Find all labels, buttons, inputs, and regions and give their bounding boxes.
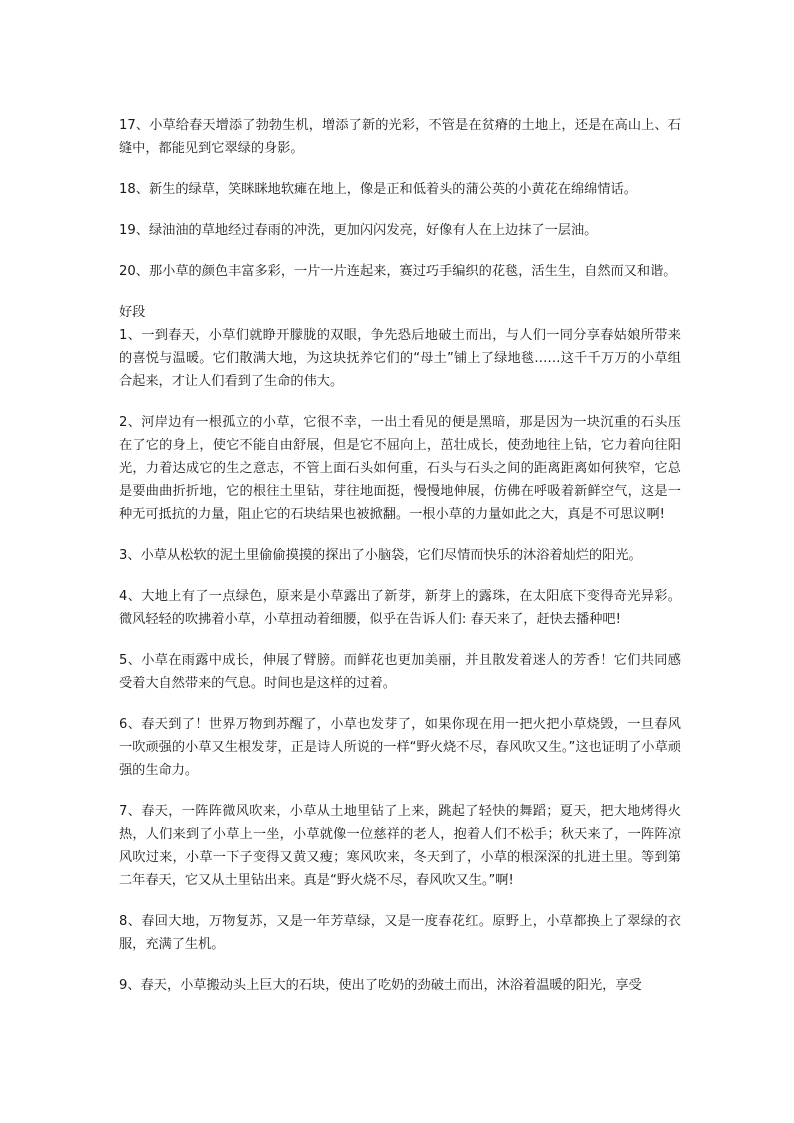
good-paragraph-9: 9、春天，小草搬动头上巨大的石块，使出了吃奶的劲破土而出，沐浴着温暖的阳光，享受 — [119, 978, 642, 993]
good-paragraph-4: 4、大地上有了一点绿色，原来是小草露出了新芽，新芽上的露珠，在太阳底下变得奇光异彩。微风轻轻的吹拂着小草，小草扭动着细腰，似乎在告诉人们: 春天来了，赶快去播种吧! — [119, 589, 681, 627]
section-heading: 好段 — [119, 305, 146, 320]
good-paragraph-3: 3、小草从松软的泥土里偷偷摸摸的探出了小脑袋，它们尽情而快乐的沐浴着灿烂的阳光。 — [119, 548, 642, 563]
paragraph-19: 19、绿油油的草地经过春雨的冲洗，更加闪闪发亮，好像有人在上边抹了一层油。 — [119, 223, 598, 238]
good-paragraph-8: 8、春回大地，万物复苏，又是一年芳草绿，又是一度春花红。原野上，小草都换上了翠绿的衣服，充满了生机。 — [119, 914, 681, 952]
document-page — [119, 114, 681, 1015]
good-paragraph-1: 1、一到春天，小草们就睁开朦胧的双眼，争先恐后地破土而出，与人们一同分享春姑娘所带来的喜悦与温暖。它们散满大地，为这块抚养它们的“母土”铺上了绿地毯……这千千万万的小草组合起来，才让人们看到了生命的伟大。 — [119, 328, 681, 389]
paragraph-17: 17、小草给春天增添了勃勃生机，增添了新的光彩，不管是在贫瘠的土地上，还是在高山上、石缝中，都能见到它翠绿的身影。 — [119, 118, 681, 156]
good-paragraph-5: 5、小草在雨露中成长，伸展了臂膀。而鲜花也更加美丽，并且散发着迷人的芳香！它们共同感受着大自然带来的气息。时间也是这样的过着。 — [119, 653, 681, 691]
good-paragraph-2: 2、河岸边有一根孤立的小草，它很不幸，一出土看见的便是黑暗，那是因为一块沉重的石头压在了它的身上，使它不能自由舒展，但是它不屈向上，茁壮成长，使劲地往上钻，它力着向往阳光，力着达成它的生之意志，不管上面石头如何重，石头与石头之间的距离距离如何狭窄，它总是要曲曲折折地，它的根往土里钻，芽往地面挺，慢慢地伸展，仿佛在呼吸着新鲜空气，这是一种无可抵抗的力量，阻止它的石块结果也被掀翻。一根小草的力量如此之大，真是不可思议啊! — [119, 415, 681, 522]
good-paragraph-6: 6、春天到了！世界万物到苏醒了，小草也发芽了，如果你现在用一把火把小草烧毁，一旦春风一吹顽强的小草又生根发芽，正是诗人所说的一样“野火烧不尽，春风吹又生。”这也证明了小草顽强的生命力。 — [119, 717, 681, 778]
good-paragraph-7: 7、春天，一阵阵微风吹来，小草从土地里钻了上来，跳起了轻快的舞蹈；夏天，把大地烤得火热，人们来到了小草上一坐，小草就像一位慈祥的老人，抱着人们不松手；秋天来了，一阵阵凉风吹过来，小草一下子变得又黄又瘦；寒风吹来，冬天到了，小草的根深深的扎进土里。等到第二年春天，它又从土里钻出来。真是“野火烧不尽，春风吹又生。”啊! — [119, 804, 681, 888]
paragraph-20: 20、那小草的颜色丰富多彩，一片一片连起来，赛过巧手编织的花毯，活生生，自然而又和谐。 — [119, 264, 677, 279]
paragraph-18: 18、新生的绿草，笑眯眯地软瘫在地上，像是正和低着头的蒲公英的小黄花在绵绵情话。 — [119, 182, 637, 197]
